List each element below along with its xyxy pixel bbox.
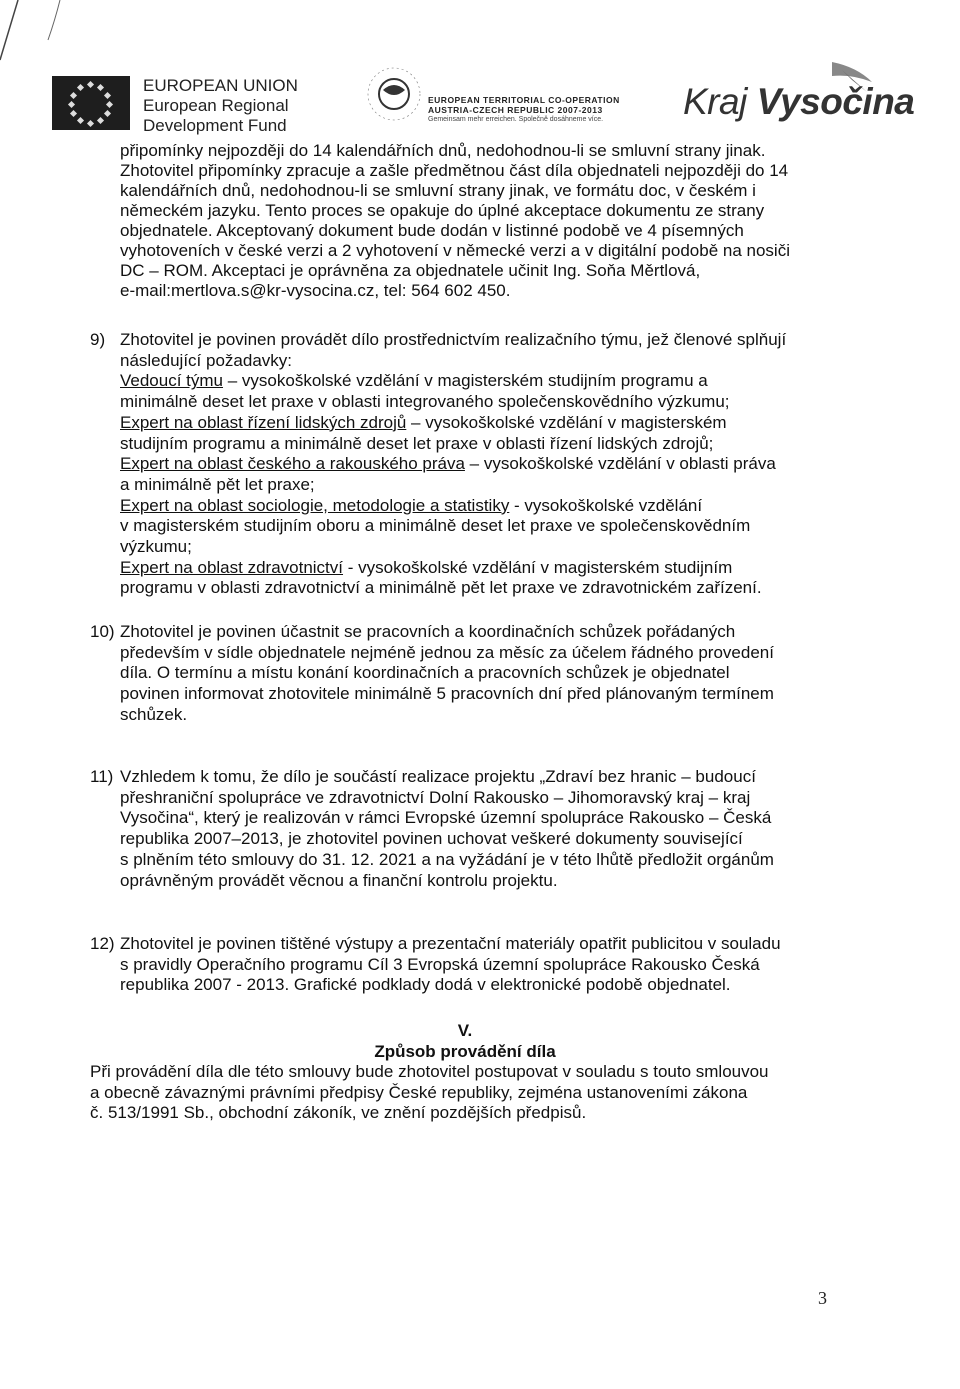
etc-line-2: AUSTRIA-CZECH REPUBLIC 2007-2013 [428, 105, 603, 115]
intro-line: Zhotovitel připomínky zpracuje a zašle předmětnou část díla objednateli nejpozději do 14 [120, 161, 789, 180]
intro-line: e-mail:mertlova.s@kr-vysocina.cz, tel: 564 602 450. [120, 281, 511, 300]
intro-line: německém jazyku. Tento proces se opakuje do úplné akceptace dokumentu ze strany [120, 201, 765, 220]
eu-line-1: EUROPEAN UNION [143, 76, 298, 95]
intro-line: objednatele. Akceptovaný dokument bude dodán v listinné podobě ve 4 písemných [120, 221, 744, 240]
page-number: 3 [818, 1288, 827, 1308]
item-11-number: 11) [90, 767, 114, 786]
item-9-text [120, 330, 840, 599]
item-9-line: následující požadavky: [120, 350, 292, 370]
item-10-text [120, 622, 840, 726]
item-12-line: republika 2007 - 2013. Grafické podklady dodá v elektronické podobě objednatel. [120, 975, 731, 995]
requirement-text-cont: programu v oblasti zdravotnictví a minimálně pět let praxe ve zdravotnickém zařízení. [120, 578, 762, 598]
requirement-hr-expert [120, 413, 840, 434]
etc-line-3: Gemeinsam mehr erreichen. Společně dosáhneme více. [428, 116, 604, 123]
cooperation-seal-logo [355, 52, 433, 130]
requirement-team-leader [120, 371, 840, 392]
requirement-text-cont: výzkumu; [120, 537, 192, 557]
item-10-line: Zhotovitel je povinen účastnit se pracovních a koordinačních schůzek pořádaných [120, 622, 736, 641]
item-10-line: schůzek. [120, 704, 188, 724]
kraj-word: Kraj [683, 81, 757, 122]
intro-line: DC – ROM. Akceptaci je oprávněna za objednatele učinit Ing. Soňa Měrtlová, [120, 261, 701, 280]
section-line: Při provádění díla dle této smlouvy bude zhotovitel postupovat v souladu s touto smlouvou [90, 1062, 769, 1081]
requirement-sociology-expert [120, 496, 840, 517]
item-11-line: s plněním této smlouvy do 31. 12. 2021 a na vyžádání je v této lhůtě předložit orgánům [120, 849, 774, 869]
intro-line: vyhotoveních v české verzi a 2 vyhotovení v německé verzi a v digitální podobě na nosiči [120, 241, 790, 260]
etc-program-label [428, 95, 620, 125]
requirement-text: - vysokoškolské vzdělání v magisterském studijním [343, 557, 733, 577]
requirement-label: Expert na oblast českého a rakouského práva [120, 454, 465, 474]
section-paragraph [90, 1062, 840, 1124]
eu-line-2: European Regional [143, 96, 289, 115]
item-10-number: 10) [90, 622, 115, 641]
requirement-text-cont: a minimálně pět let praxe; [120, 474, 315, 494]
section-line: a obecně závaznými právními předpisy České republiky, zejména ustanoveními zákona [90, 1082, 748, 1102]
requirement-label: Vedoucí týmu [120, 371, 224, 391]
eu-flag-logo [52, 76, 130, 130]
requirement-text-cont: v magisterském studijním oboru a minimálně deset let praxe ve společenskovědním [120, 516, 751, 536]
item-11-line: Vysočina“, který je realizován v rámci Evropské územní spolupráce Rakousko – Česká [120, 808, 772, 828]
requirement-health-expert [120, 558, 840, 579]
item-12-line: s pravidly Operačního programu Cíl 3 Evropská územní spolupráce Rakousko Česká [120, 954, 760, 974]
section-title: Způsob provádění díla [374, 1042, 556, 1061]
item-11-line: oprávněným provádět věcnou a finanční kontrolu projektu. [120, 870, 558, 890]
eu-fund-label [143, 76, 323, 136]
item-12-number: 12) [90, 934, 115, 953]
requirement-label: Expert na oblast sociologie, metodologie a statistiky [120, 495, 510, 515]
section-number: V. [457, 1021, 473, 1040]
item-9-line: Zhotovitel je povinen provádět dílo prostřednictvím realizačního týmu, jež členové splňují [120, 330, 787, 349]
item-12-text [120, 934, 840, 996]
etc-line-1: EUROPEAN TERRITORIAL CO-OPERATION [428, 95, 620, 105]
item-11-line: přeshraniční spolupráce ve zdravotnictví Dolní Rakousko – Jihomoravský kraj – kraj [120, 787, 751, 807]
requirement-text: – vysokoškolské vzdělání v oblasti práva [464, 454, 776, 474]
requirement-label: Expert na oblast zdravotnictví [120, 557, 344, 577]
item-12-line: Zhotovitel je povinen tištěné výstupy a prezentační materiály opatřit publicitou v souladu [120, 934, 781, 953]
item-11-line: republika 2007–2013, je zhotovitel povinen uchovat veškeré dokumenty související [120, 829, 743, 849]
vysocina-word: Vysočina [756, 81, 915, 122]
section-line: č. 513/1991 Sb., obchodní zákoník, ve znění pozdějších předpisů. [90, 1103, 587, 1123]
requirement-text: – vysokoškolské vzdělání v magisterském [406, 412, 727, 432]
item-10-line: díla. O termínu a místu konání koordinačních a pracovních schůzek je objednatel [120, 663, 730, 683]
intro-line: připomínky nejpozději do 14 kalendářních dnů, nedohodnou-li se smluvní strany jinak. [120, 141, 766, 160]
requirement-label: Expert na oblast řízení lidských zdrojů [120, 412, 407, 432]
intro-line: kalendářních dnů, nedohodnou-li se smluvní strany jinak, ve formátu doc, v českém i [120, 181, 756, 200]
item-11-line: Vzhledem k tomu, že dílo je součástí realizace projektu „Zdraví bez hranic – budoucí [120, 767, 756, 786]
requirement-law-expert [120, 454, 840, 475]
intro-paragraph [120, 141, 840, 301]
requirement-text-cont: studijním programu a minimálně deset let praxe v oblasti řízení lidských zdrojů; [120, 433, 714, 453]
requirement-text-cont: minimálně deset let praxe v oblasti integrovaného společenskovědního výzkumu; [120, 392, 730, 412]
item-9-number: 9) [90, 330, 106, 349]
requirement-text: – vysokoškolské vzdělání v magisterském studijním programu a [223, 371, 708, 391]
item-10-line: především v sídle objednatele nejméně jednou za měsíc za účelem řádného provedení [120, 642, 774, 662]
item-10-line: povinen informovat zhotovitele minimálně 5 pracovních dní před plánovaným termínem [120, 684, 774, 704]
requirement-text: - vysokoškolské vzdělání [509, 495, 703, 515]
item-11-text [120, 767, 840, 891]
eu-line-3: Development Fund [143, 116, 287, 135]
kraj-vysocina-logo [683, 82, 914, 122]
